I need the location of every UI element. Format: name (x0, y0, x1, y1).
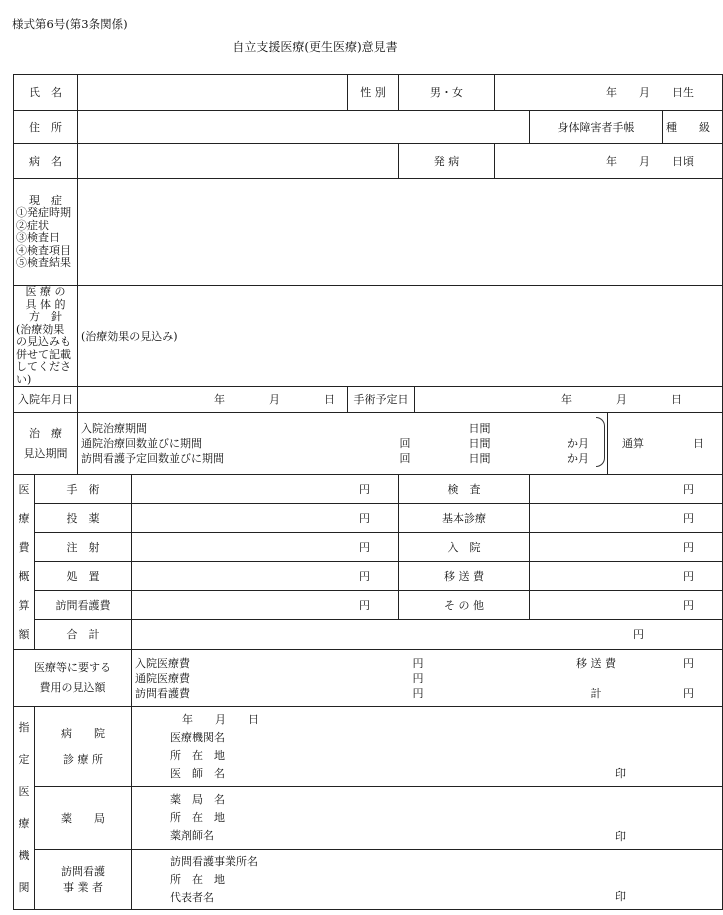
days-unit: 日間 (468, 422, 491, 435)
treatment-plan-label: 医 療 の (25, 285, 66, 298)
expected-total-label: 計 (590, 686, 602, 700)
cost-item-label: 手 術 (35, 475, 132, 504)
period-months-column[interactable] (495, 413, 608, 475)
total-period-unit: 日 (693, 437, 705, 450)
cost-amount-field[interactable]: 円 (132, 475, 399, 504)
symptoms-field[interactable] (78, 179, 723, 286)
months-unit: か月 (567, 452, 590, 465)
document-title: 自立支援医療(更生医療)意見書 (232, 40, 398, 54)
period-times-column[interactable] (300, 413, 415, 475)
vertical-label-char: 定 (18, 753, 30, 766)
cost-total-field[interactable]: 円 (132, 620, 723, 650)
institution-name-label: 医療機関名 (170, 730, 225, 744)
vertical-label-char: 額 (18, 628, 30, 641)
pharmacy-info-field[interactable] (132, 787, 723, 850)
onset-label: 発 病 (399, 144, 495, 179)
expected-yen-column[interactable] (399, 650, 530, 707)
period-items (78, 413, 300, 475)
yen-unit: 円 (412, 671, 424, 685)
period-label-cell (14, 413, 78, 475)
cost-item-label: 訪問看護費 (35, 591, 132, 620)
vertical-label-char: 関 (18, 881, 30, 894)
cost-amount-field[interactable]: 円 (132, 533, 399, 562)
symptom-item: ⑤検査結果 (16, 256, 71, 269)
right-brace-icon (596, 417, 605, 467)
seal-mark: 印 (615, 767, 627, 780)
days-unit: 日間 (468, 452, 491, 465)
pharmacy-label: 薬 局 (35, 787, 132, 850)
expected-outpatient-label: 通院医療費 (135, 671, 190, 685)
months-unit: か月 (567, 437, 590, 450)
symptoms-label: 現 症 (29, 193, 62, 207)
vertical-label-char: 費 (18, 541, 30, 554)
visiting-period-label: 訪問看護予定回数並びに期間 (81, 452, 224, 465)
disease-label: 病 名 (14, 144, 78, 179)
vertical-label-char: 算 (18, 599, 30, 612)
surgery-date-field[interactable]: 年 月 日 (415, 387, 723, 413)
symptom-item: ③検査日 (16, 231, 60, 244)
vertical-label-char: 療 (18, 817, 30, 830)
provider-label: 事 業 者 (63, 880, 103, 894)
expected-cost-label-bottom: 費用の見込額 (39, 681, 106, 694)
handbook-grade-field[interactable]: 種 級 (663, 111, 723, 144)
clinic-label: 診 療 所 (63, 752, 103, 766)
visiting-office-label: 訪問看護事業所名 (170, 854, 258, 868)
yen-unit (666, 671, 695, 686)
cost-amount-field[interactable]: 円 (530, 591, 723, 620)
expected-transport-label: 移 送 費 (576, 656, 617, 670)
hospital-label-cell (35, 707, 132, 787)
inpatient-period-label: 入院治療期間 (81, 422, 147, 435)
outpatient-period-label: 通院治療回数並びに期間 (81, 437, 202, 450)
treatment-plan-label: 具 体 的 (25, 297, 66, 311)
expected-inpatient-label: 入院医療費 (135, 656, 190, 670)
cost-amount-field[interactable]: 円 (530, 562, 723, 591)
times-unit: 回 (399, 452, 411, 465)
name-field[interactable] (78, 75, 348, 111)
period-label-top: 治 療 (29, 426, 62, 440)
vertical-label-char: 療 (18, 512, 30, 525)
seal-mark: 印 (615, 830, 627, 843)
expected-extra-labels (530, 650, 663, 707)
vertical-label-char: 指 (18, 721, 30, 734)
expected-cost-label-cell (14, 650, 132, 707)
cost-item-label: 移 送 費 (399, 562, 530, 591)
expected-cost-label-top: 医療等に要する (34, 661, 111, 674)
birthdate-field[interactable]: 年 月 日生 (495, 75, 723, 111)
visiting-location-label: 所 在 地 (170, 872, 225, 886)
vertical-label-char: 医 (18, 785, 30, 798)
treatment-plan-label-cell (14, 286, 78, 387)
cost-total-label: 合 計 (35, 620, 132, 650)
cost-item-label: そ の 他 (399, 591, 530, 620)
cost-amount-field[interactable]: 円 (132, 562, 399, 591)
treatment-plan-label: 方 針 (29, 310, 62, 323)
address-label: 住 所 (14, 111, 78, 144)
visiting-nurse-label-cell (35, 850, 132, 910)
symptom-item: ②症状 (16, 218, 49, 232)
vertical-label-char: 機 (18, 849, 30, 862)
cost-item-label: 基本診療 (399, 504, 530, 533)
expected-cost-items (132, 650, 399, 707)
treatment-plan-content: (治療効果の見込み) (81, 329, 178, 343)
address-field[interactable] (78, 111, 530, 144)
surgery-date-label: 手術予定日 (348, 387, 415, 413)
cost-amount-field[interactable]: 円 (132, 591, 399, 620)
cost-item-label: 入 院 (399, 533, 530, 562)
representative-label: 代表者名 (170, 890, 214, 904)
handbook-label: 身体障害者手帳 (530, 111, 663, 144)
issue-date: 年 月 日 (182, 712, 259, 726)
times-unit: 回 (399, 437, 411, 450)
period-label-bottom: 見込期間 (23, 446, 68, 460)
symptom-item: ④検査項目 (16, 243, 71, 257)
pharmacy-name-label: 薬 局 名 (170, 793, 225, 806)
cost-amount-field[interactable]: 円 (530, 504, 723, 533)
yen-unit: 円 (412, 686, 424, 700)
total-period-field[interactable] (608, 413, 723, 475)
institution-location-label: 所 在 地 (170, 748, 225, 762)
cost-item-label: 注 射 (35, 533, 132, 562)
admission-date-label: 入院年月日 (14, 387, 78, 413)
seal-mark: 印 (615, 890, 627, 903)
treatment-plan-note: (治療効果の見込みも併せて記載してください) (16, 322, 71, 386)
cost-amount-field[interactable]: 円 (132, 504, 399, 533)
days-unit: 日間 (468, 437, 491, 450)
hospital-info-field[interactable] (132, 707, 723, 787)
cost-item-label: 検 査 (399, 475, 530, 504)
visiting-nurse-info-field[interactable] (132, 850, 723, 910)
vertical-label-char: 医 (18, 483, 30, 496)
symptoms-label-cell (14, 179, 78, 286)
name-label: 氏 名 (14, 75, 78, 111)
cost-amount-field[interactable]: 円 (530, 475, 723, 504)
gender-field[interactable]: 男・女 (399, 75, 495, 111)
institution-vertical-label (14, 707, 35, 910)
pharmacy-location-label: 所 在 地 (170, 811, 225, 824)
disease-field[interactable] (78, 144, 399, 179)
total-period-label: 通算 (622, 437, 645, 450)
cost-item-label: 処 置 (35, 562, 132, 591)
yen-unit: 円 (412, 656, 424, 670)
hospital-label: 病 院 (61, 726, 105, 740)
pharmacist-name-label: 薬剤師名 (170, 829, 214, 842)
onset-field[interactable]: 年 月 日頃 (495, 144, 723, 179)
doctor-name-label: 医 師 名 (170, 766, 225, 780)
yen-unit: 円 (683, 686, 695, 700)
treatment-plan-field[interactable] (78, 286, 723, 387)
form-number: 様式第6号(第3条関係) (12, 17, 128, 31)
gender-label: 性 別 (348, 75, 399, 111)
period-days-column[interactable] (415, 413, 495, 475)
admission-date-field[interactable]: 年 月 日 (78, 387, 348, 413)
expected-extra-yen[interactable] (663, 650, 723, 707)
symptom-item: ①発症時期 (16, 206, 71, 219)
visiting-nurse-label: 訪問看護 (61, 864, 105, 878)
cost-amount-field[interactable]: 円 (530, 533, 723, 562)
cost-item-label: 投 薬 (35, 504, 132, 533)
cost-vertical-label (14, 475, 35, 650)
expected-visiting-label: 訪問看護費 (135, 686, 190, 700)
yen-unit: 円 (683, 656, 695, 670)
opinion-form-table (13, 74, 723, 910)
vertical-label-char: 概 (18, 570, 30, 583)
